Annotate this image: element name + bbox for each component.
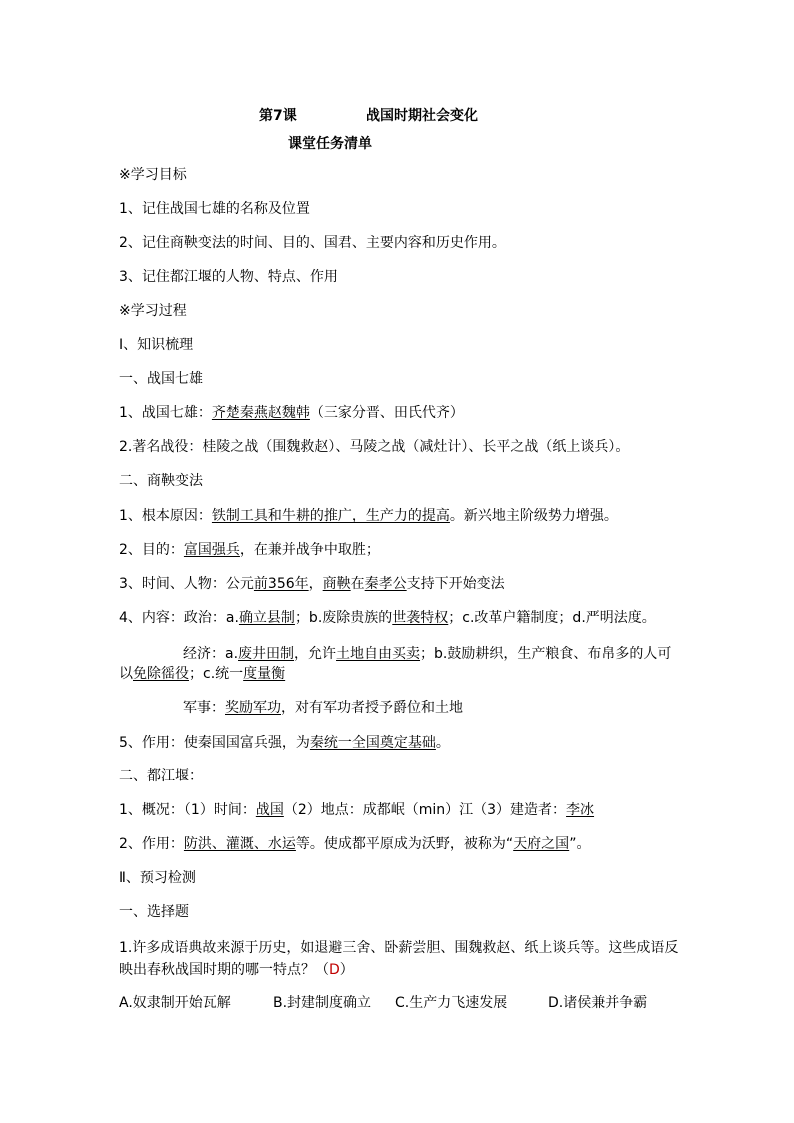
section-heading: 一、选择题: [119, 904, 189, 920]
goal-item: 3、记住都江堰的人物、特点、作用: [119, 269, 338, 285]
underlined-answer: 防洪、灌溉、水运: [183, 836, 296, 852]
underlined-answer: 天府之国: [513, 836, 570, 852]
text-line: 军事：奖励军功，对有军功者授予爵位和土地: [183, 700, 463, 716]
section-heading: 二、都江堰：: [119, 768, 203, 784]
goal-item: 1、记住战国七雄的名称及位置: [119, 201, 310, 217]
goal-item: 2、记住商鞅变法的时间、目的、国君、主要内容和历史作用。: [119, 235, 506, 251]
text-line: 经济：a.废井田制，允许土地自由买卖；b.鼓励耕织，生产粮食、布帛多的人可: [183, 646, 672, 662]
text-line: 1、根本原因：铁制工具和牛耕的推广，生产力的提高。新兴地主阶级势力增强。: [119, 508, 618, 524]
underlined-answer: 废井田制: [238, 646, 295, 662]
underlined-answer: 免除徭役: [133, 666, 189, 682]
underlined-answer: 富国强兵: [183, 542, 240, 558]
lesson-number: 第7课: [259, 108, 297, 124]
underlined-answer: 齐楚秦燕赵魏韩: [211, 405, 310, 421]
underlined-answer: 奖励军功: [225, 700, 281, 716]
underlined-answer: 秦统一全国奠定基础: [309, 735, 436, 751]
part-heading: Ⅱ、预习检测: [119, 870, 196, 886]
underlined-answer: 战国: [255, 802, 284, 818]
text-line: 3、时间、人物：公元前356年，商鞅在秦孝公支持下开始变法: [119, 576, 505, 592]
text-line: 5、作用：使秦国国富兵强，为秦统一全国奠定基础。: [119, 735, 450, 751]
underlined-answer: 商鞅: [322, 576, 351, 592]
section-heading: 一、战国七雄: [119, 371, 203, 387]
text-line: 2.著名战役：桂陵之战（围魏救赵）、马陵之战（减灶计）、长平之战（纸上谈兵）。: [119, 439, 630, 455]
underlined-answer: 度量衡: [243, 666, 286, 682]
option-c: C.生产力飞速发展: [395, 995, 508, 1011]
page-subtitle: 课堂任务清单: [288, 136, 372, 152]
underlined-answer: 秦孝公: [364, 576, 407, 592]
text-line: 2、作用：防洪、灌溉、水运等。使成都平原成为沃野，被称为“天府之国”。: [119, 836, 591, 852]
option-d: D.诸侯兼并争霸: [548, 995, 648, 1011]
underlined-answer: 李冰: [566, 802, 595, 818]
underlined-answer: 铁制工具和牛耕的推广，生产力的提高: [211, 508, 450, 524]
text-line: 2、目的：富国强兵，在兼并战争中取胜；: [119, 542, 380, 558]
text-line: 以免除徭役；c.统一度量衡: [119, 666, 286, 682]
lesson-title: 战国时期社会变化: [366, 108, 478, 124]
text-line: 1、战国七雄：齐楚秦燕赵魏韩（三家分晋、田氏代齐）: [119, 405, 464, 421]
underlined-answer: 世袭特权: [392, 610, 449, 626]
option-a: A.奴隶制开始瓦解: [119, 995, 231, 1011]
underlined-answer: 土地自由买卖: [336, 646, 421, 662]
section-heading: 二、商鞅变法: [119, 473, 203, 489]
goals-heading: ※学习目标: [119, 167, 187, 183]
question-text: 1.许多成语典故来源于历史，如退避三舍、卧薪尝胆、围魏救赵、纸上谈兵等。这些成语反映出春秋战国时期的哪一特点？（D）: [119, 940, 679, 978]
underlined-answer: 前356年: [253, 576, 309, 592]
answer-mark: D: [329, 962, 340, 978]
option-b: B.封建制度确立: [273, 995, 372, 1011]
underlined-answer: 确立县制: [238, 610, 295, 626]
text-line: 4、内容：政治：a.确立县制；b.废除贵族的世袭特权；c.改革户籍制度；d.严明法度。: [119, 610, 656, 626]
part-heading: Ⅰ、知识梳理: [119, 337, 194, 353]
process-heading: ※学习过程: [119, 303, 187, 319]
text-line: 1、概况：（1）时间：战国（2）地点：成都岷（min）江（3）建造者：李冰: [119, 802, 595, 818]
